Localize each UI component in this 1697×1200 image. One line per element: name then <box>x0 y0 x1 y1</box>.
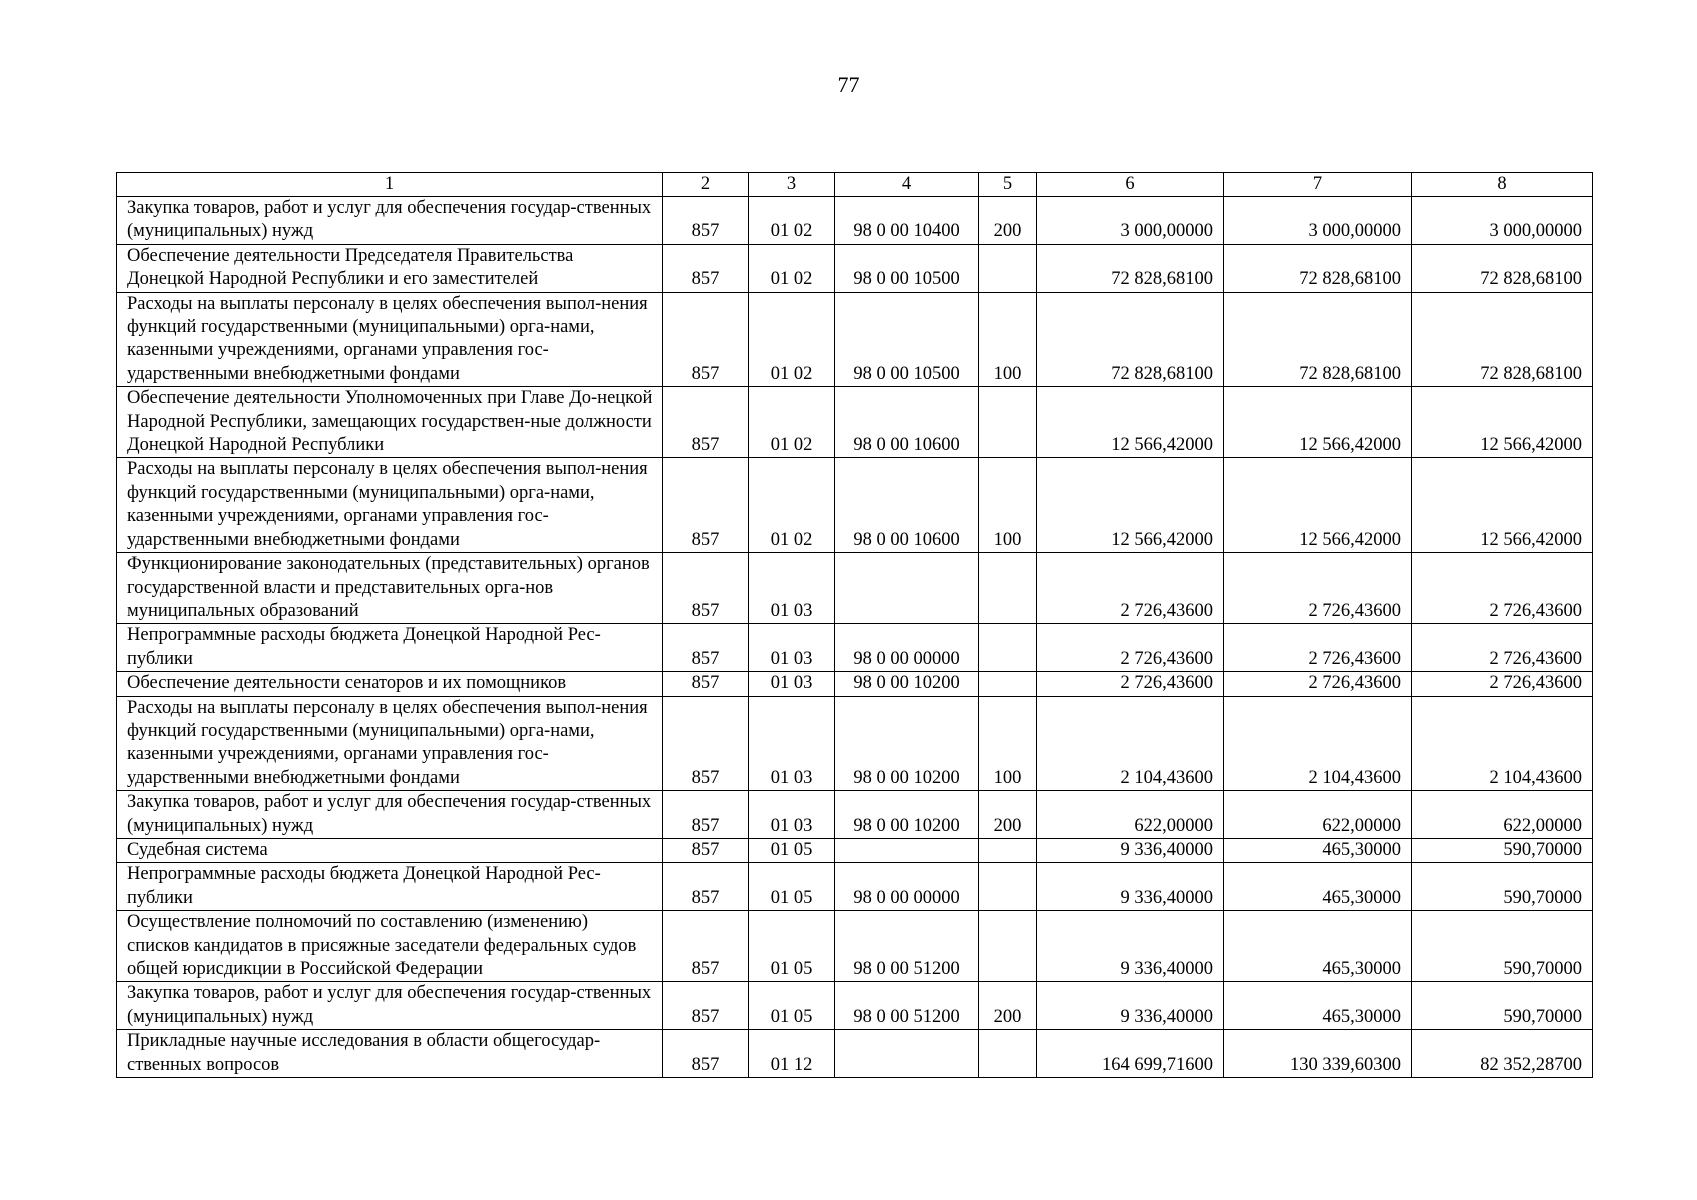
page-number: 77 <box>837 72 860 97</box>
amount-cell-col6: 72 828,68100 <box>1037 244 1224 292</box>
expense-type-cell: 100 <box>979 292 1037 387</box>
grbs-code-cell: 857 <box>663 672 749 696</box>
table-row <box>117 197 1593 245</box>
expense-type-cell <box>979 387 1037 458</box>
row-name-cell: Непрограммные расходы бюджета Донецкой Народной Рес-публики <box>117 863 663 911</box>
section-code-cell: 01 02 <box>749 292 835 387</box>
grbs-code-cell: 857 <box>663 1030 749 1078</box>
amount-cell-col8: 622,00000 <box>1412 791 1593 839</box>
expense-type-cell <box>979 863 1037 911</box>
table-row <box>117 911 1593 982</box>
expense-type-cell <box>979 1030 1037 1078</box>
grbs-code-cell: 857 <box>663 624 749 672</box>
column-header: 4 <box>835 173 979 197</box>
target-article-cell: 98 0 00 10200 <box>835 791 979 839</box>
expense-type-cell: 100 <box>979 458 1037 553</box>
amount-cell-col7: 2 726,43600 <box>1224 553 1412 624</box>
row-name-cell: Закупка товаров, работ и услуг для обеспечения государ-ственных (муниципальных) нужд <box>117 791 663 839</box>
amount-cell-col7: 12 566,42000 <box>1224 387 1412 458</box>
section-code-cell: 01 03 <box>749 696 835 791</box>
row-name-cell: Обеспечение деятельности сенаторов и их помощников <box>117 672 663 696</box>
row-name-cell: Обеспечение деятельности Уполномоченных при Главе До-нецкой Народной Республики, замещающих государствен-ные должности Донецкой Народной Республики <box>117 387 663 458</box>
grbs-code-cell: 857 <box>663 553 749 624</box>
grbs-code-cell: 857 <box>663 696 749 791</box>
amount-cell-col6: 9 336,40000 <box>1037 911 1224 982</box>
amount-cell-col8: 2 726,43600 <box>1412 624 1593 672</box>
section-code-cell: 01 05 <box>749 911 835 982</box>
amount-cell-col6: 12 566,42000 <box>1037 458 1224 553</box>
target-article-cell: 98 0 00 10500 <box>835 244 979 292</box>
amount-cell-col6: 2 726,43600 <box>1037 553 1224 624</box>
amount-cell-col6: 2 726,43600 <box>1037 624 1224 672</box>
amount-cell-col8: 12 566,42000 <box>1412 387 1593 458</box>
grbs-code-cell: 857 <box>663 911 749 982</box>
row-name-cell: Закупка товаров, работ и услуг для обеспечения государ-ственных (муниципальных) нужд <box>117 982 663 1030</box>
amount-cell-col6: 2 726,43600 <box>1037 672 1224 696</box>
column-header: 1 <box>117 173 663 197</box>
target-article-cell: 98 0 00 51200 <box>835 911 979 982</box>
expense-type-cell: 200 <box>979 791 1037 839</box>
amount-cell-col6: 9 336,40000 <box>1037 838 1224 862</box>
row-name-cell: Обеспечение деятельности Председателя Правительства Донецкой Народной Республики и его заместителей <box>117 244 663 292</box>
amount-cell-col7: 465,30000 <box>1224 982 1412 1030</box>
amount-cell-col8: 72 828,68100 <box>1412 244 1593 292</box>
table-row <box>117 624 1593 672</box>
section-code-cell: 01 02 <box>749 458 835 553</box>
amount-cell-col6: 72 828,68100 <box>1037 292 1224 387</box>
amount-cell-col8: 12 566,42000 <box>1412 458 1593 553</box>
table-row <box>117 672 1593 696</box>
section-code-cell: 01 02 <box>749 197 835 245</box>
budget-table <box>116 172 1593 1078</box>
section-code-cell: 01 03 <box>749 624 835 672</box>
column-header: 7 <box>1224 173 1412 197</box>
grbs-code-cell: 857 <box>663 791 749 839</box>
target-article-cell: 98 0 00 00000 <box>835 863 979 911</box>
target-article-cell: 98 0 00 10600 <box>835 458 979 553</box>
row-name-cell: Функционирование законодательных (представительных) органов государственной власти и представительных орга-нов муниципальных образований <box>117 553 663 624</box>
expense-type-cell: 200 <box>979 982 1037 1030</box>
table-body <box>117 197 1593 1078</box>
amount-cell-col8: 2 726,43600 <box>1412 553 1593 624</box>
expense-type-cell: 100 <box>979 696 1037 791</box>
amount-cell-col8: 3 000,00000 <box>1412 197 1593 245</box>
amount-cell-col6: 9 336,40000 <box>1037 982 1224 1030</box>
grbs-code-cell: 857 <box>663 863 749 911</box>
table-row <box>117 244 1593 292</box>
table-row <box>117 553 1593 624</box>
amount-cell-col6: 164 699,71600 <box>1037 1030 1224 1078</box>
expense-type-cell <box>979 672 1037 696</box>
column-header: 5 <box>979 173 1037 197</box>
table-row <box>117 982 1593 1030</box>
target-article-cell: 98 0 00 10600 <box>835 387 979 458</box>
amount-cell-col6: 2 104,43600 <box>1037 696 1224 791</box>
amount-cell-col7: 72 828,68100 <box>1224 244 1412 292</box>
row-name-cell: Расходы на выплаты персоналу в целях обеспечения выпол-нения функций государственными (муниципальными) орга-нами, казенными учреждениями, органами управления гос-ударственными внебюджетными фондами <box>117 292 663 387</box>
amount-cell-col7: 12 566,42000 <box>1224 458 1412 553</box>
table-row <box>117 838 1593 862</box>
grbs-code-cell: 857 <box>663 292 749 387</box>
amount-cell-col8: 590,70000 <box>1412 982 1593 1030</box>
table-header-row <box>117 173 1593 197</box>
row-name-cell: Расходы на выплаты персоналу в целях обеспечения выпол-нения функций государственными (муниципальными) орга-нами, казенными учреждениями, органами управления гос-ударственными внебюджетными фондами <box>117 458 663 553</box>
column-header: 2 <box>663 173 749 197</box>
amount-cell-col7: 72 828,68100 <box>1224 292 1412 387</box>
grbs-code-cell: 857 <box>663 244 749 292</box>
section-code-cell: 01 02 <box>749 387 835 458</box>
row-name-cell: Осуществление полномочий по составлению (изменению) списков кандидатов в присяжные заседатели федеральных судов общей юрисдикции в Российской Федерации <box>117 911 663 982</box>
grbs-code-cell: 857 <box>663 197 749 245</box>
table-row <box>117 863 1593 911</box>
amount-cell-col8: 82 352,28700 <box>1412 1030 1593 1078</box>
target-article-cell <box>835 553 979 624</box>
amount-cell-col8: 2 726,43600 <box>1412 672 1593 696</box>
section-code-cell: 01 02 <box>749 244 835 292</box>
table-row <box>117 458 1593 553</box>
section-code-cell: 01 05 <box>749 838 835 862</box>
grbs-code-cell: 857 <box>663 387 749 458</box>
amount-cell-col7: 3 000,00000 <box>1224 197 1412 245</box>
expense-type-cell <box>979 624 1037 672</box>
expense-type-cell <box>979 244 1037 292</box>
expense-type-cell <box>979 838 1037 862</box>
target-article-cell: 98 0 00 10400 <box>835 197 979 245</box>
grbs-code-cell: 857 <box>663 838 749 862</box>
target-article-cell <box>835 838 979 862</box>
section-code-cell: 01 03 <box>749 672 835 696</box>
expense-type-cell <box>979 911 1037 982</box>
target-article-cell: 98 0 00 10200 <box>835 672 979 696</box>
amount-cell-col7: 465,30000 <box>1224 838 1412 862</box>
section-code-cell: 01 05 <box>749 982 835 1030</box>
section-code-cell: 01 03 <box>749 791 835 839</box>
grbs-code-cell: 857 <box>663 982 749 1030</box>
amount-cell-col7: 2 726,43600 <box>1224 672 1412 696</box>
amount-cell-col7: 2 726,43600 <box>1224 624 1412 672</box>
amount-cell-col8: 590,70000 <box>1412 838 1593 862</box>
amount-cell-col7: 465,30000 <box>1224 863 1412 911</box>
amount-cell-col7: 622,00000 <box>1224 791 1412 839</box>
target-article-cell: 98 0 00 10200 <box>835 696 979 791</box>
amount-cell-col6: 3 000,00000 <box>1037 197 1224 245</box>
amount-cell-col6: 12 566,42000 <box>1037 387 1224 458</box>
amount-cell-col6: 622,00000 <box>1037 791 1224 839</box>
row-name-cell: Расходы на выплаты персоналу в целях обеспечения выпол-нения функций государственными (муниципальными) орга-нами, казенными учреждениями, органами управления гос-ударственными внебюджетными фондами <box>117 696 663 791</box>
expense-type-cell: 200 <box>979 197 1037 245</box>
amount-cell-col8: 590,70000 <box>1412 863 1593 911</box>
row-name-cell: Прикладные научные исследования в области общегосудар-ственных вопросов <box>117 1030 663 1078</box>
section-code-cell: 01 05 <box>749 863 835 911</box>
grbs-code-cell: 857 <box>663 458 749 553</box>
column-header: 6 <box>1037 173 1224 197</box>
section-code-cell: 01 03 <box>749 553 835 624</box>
section-code-cell: 01 12 <box>749 1030 835 1078</box>
amount-cell-col8: 590,70000 <box>1412 911 1593 982</box>
column-header: 3 <box>749 173 835 197</box>
amount-cell-col7: 465,30000 <box>1224 911 1412 982</box>
target-article-cell: 98 0 00 10500 <box>835 292 979 387</box>
row-name-cell: Судебная система <box>117 838 663 862</box>
table-row <box>117 387 1593 458</box>
target-article-cell: 98 0 00 00000 <box>835 624 979 672</box>
table-row <box>117 292 1593 387</box>
table-row <box>117 1030 1593 1078</box>
amount-cell-col7: 130 339,60300 <box>1224 1030 1412 1078</box>
expense-type-cell <box>979 553 1037 624</box>
row-name-cell: Закупка товаров, работ и услуг для обеспечения государ-ственных (муниципальных) нужд <box>117 197 663 245</box>
amount-cell-col8: 72 828,68100 <box>1412 292 1593 387</box>
row-name-cell: Непрограммные расходы бюджета Донецкой Народной Рес-публики <box>117 624 663 672</box>
amount-cell-col8: 2 104,43600 <box>1412 696 1593 791</box>
table-row <box>117 791 1593 839</box>
target-article-cell <box>835 1030 979 1078</box>
amount-cell-col6: 9 336,40000 <box>1037 863 1224 911</box>
target-article-cell: 98 0 00 51200 <box>835 982 979 1030</box>
table-row <box>117 696 1593 791</box>
amount-cell-col7: 2 104,43600 <box>1224 696 1412 791</box>
column-header: 8 <box>1412 173 1593 197</box>
